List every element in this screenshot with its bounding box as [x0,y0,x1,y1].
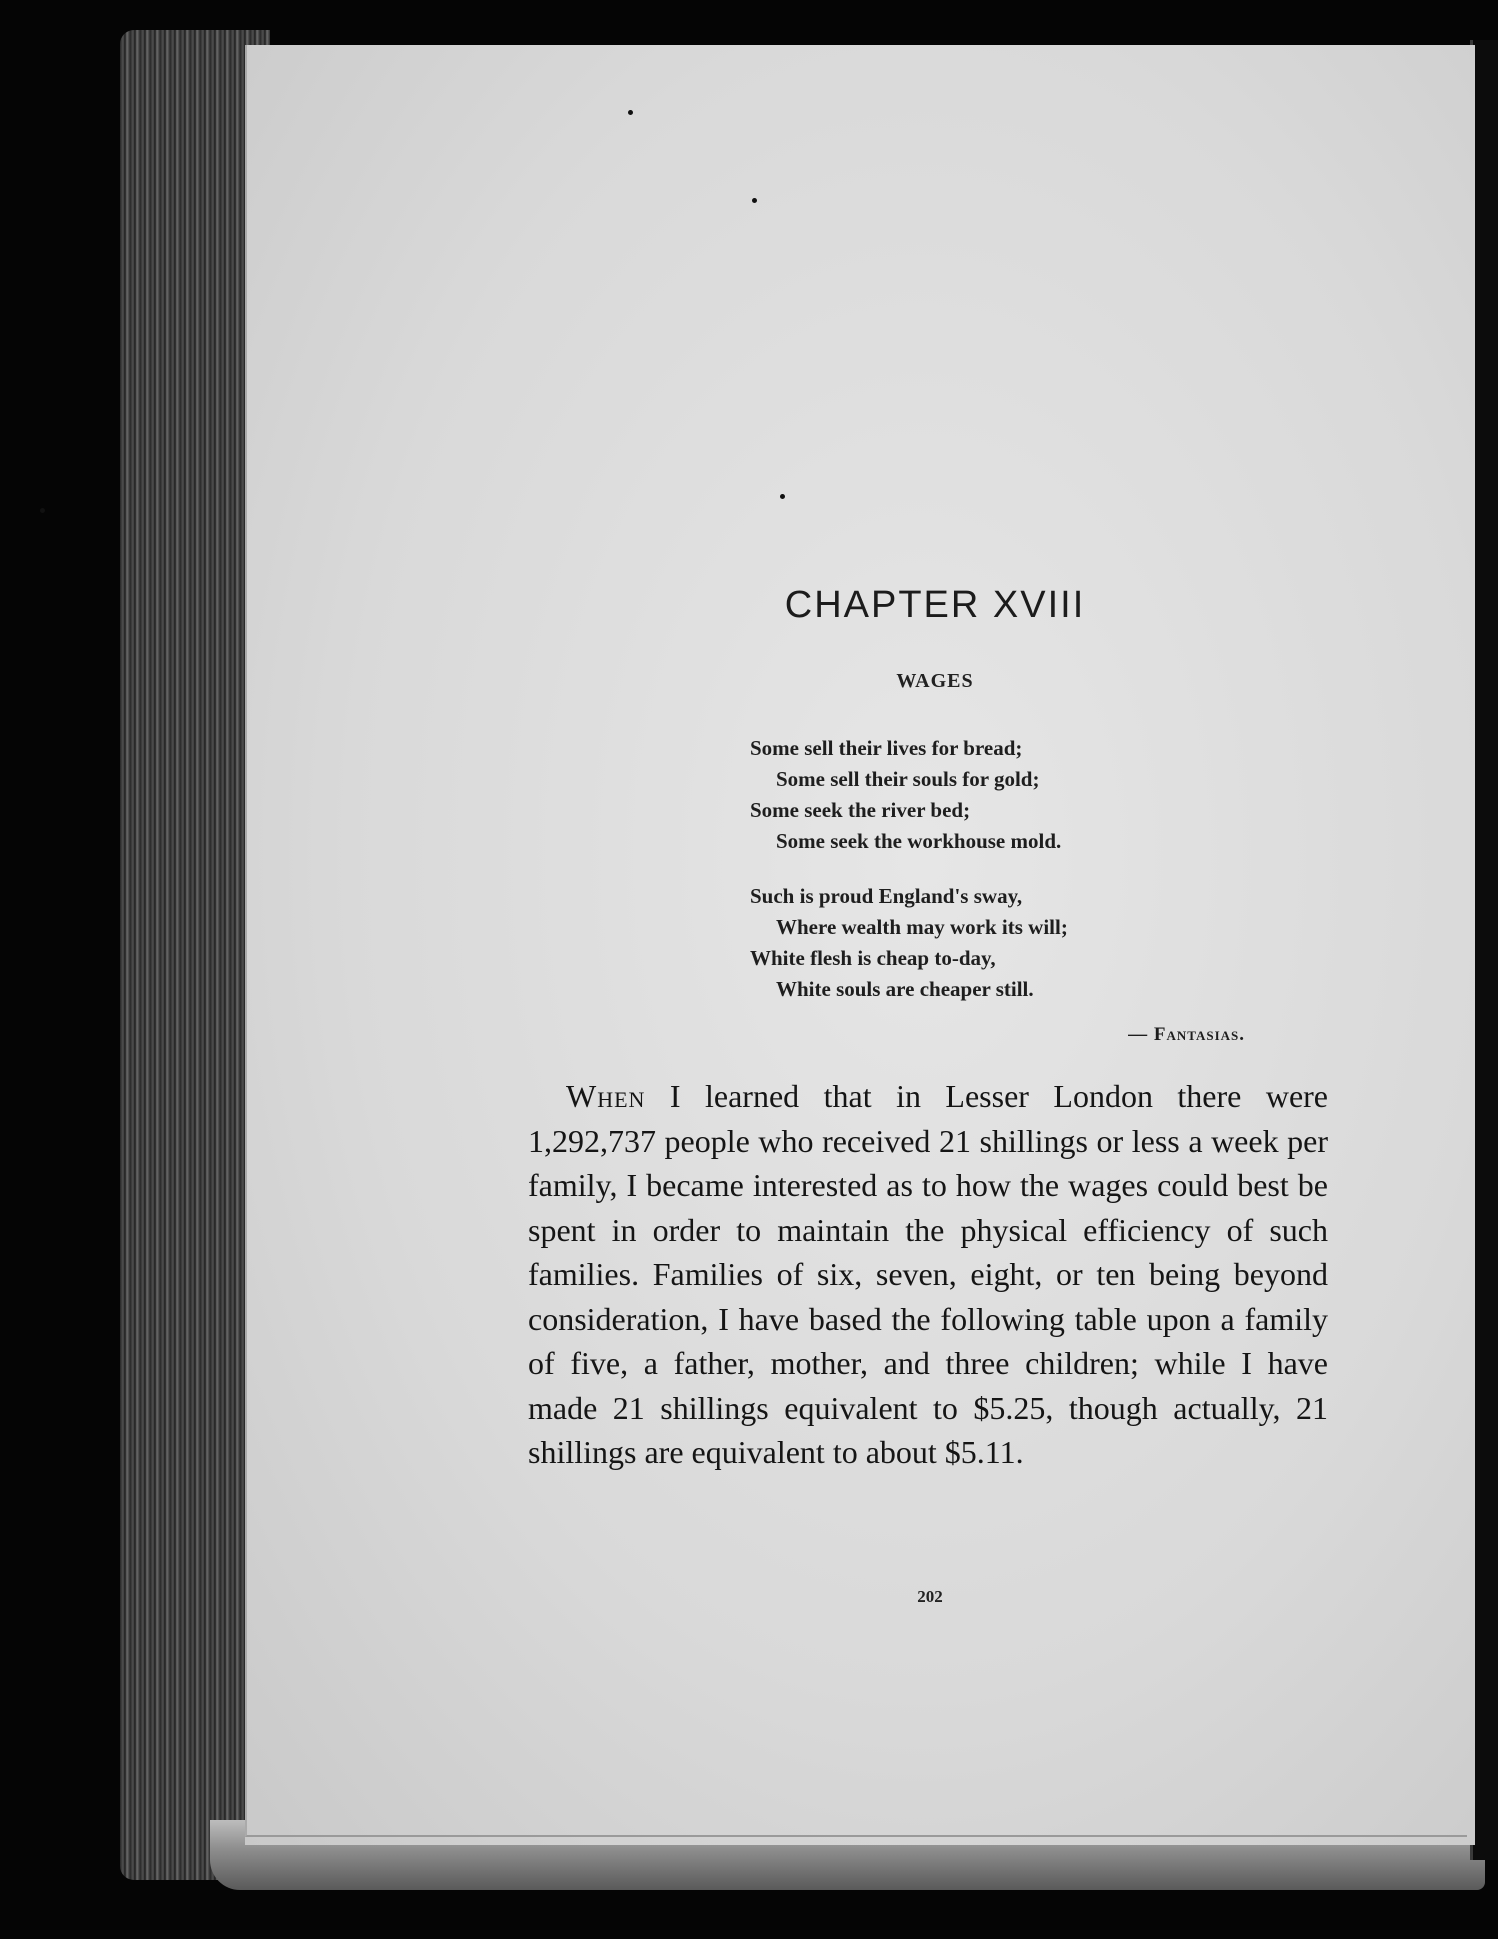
poem-line: Some sell their lives for bread; [750,736,1023,760]
page-speck [40,508,45,513]
poem-line: Some sell their souls for gold; [776,767,1040,791]
lead-word: When [566,1078,646,1114]
stanza-gap [750,857,1270,881]
chapter-title: CHAPTER XVIII [784,584,1086,626]
poem-line: Some seek the workhouse mold. [776,829,1062,853]
body-paragraph [528,1074,1328,1475]
poem-line: Such is proud England's sway, [750,884,1023,908]
page-speck [628,110,633,115]
poem-attribution: — Fantasias. [1128,1024,1245,1045]
page-speck [752,198,757,203]
poem-line: Where wealth may work its will; [776,915,1068,939]
poem-line: Some seek the river bed; [750,798,971,822]
page-speck [780,494,785,499]
chapter-subtitle: WAGES [896,670,974,692]
page-number: 202 [917,1587,943,1606]
epigraph-poem [750,733,1270,1005]
poem-line: White souls are cheaper still. [776,977,1034,1001]
poem-line: White flesh is cheap to-day, [750,946,996,970]
paragraph-text: I learned that in Lesser London there were 1,292,737 people who received 21 shillings or less a week per family, I became interested as to how the wages could best be spent in order to maintain the physical efficiency of such families. Families of six, seven, eight, or ten being beyond consideration, I have based the following table upon a family of five, a father, mother, and three children; while I have made 21 shillings equivalent to $5.25, though actually, 21 shillings are equivalent to about $5.11. [528,1078,1329,1470]
